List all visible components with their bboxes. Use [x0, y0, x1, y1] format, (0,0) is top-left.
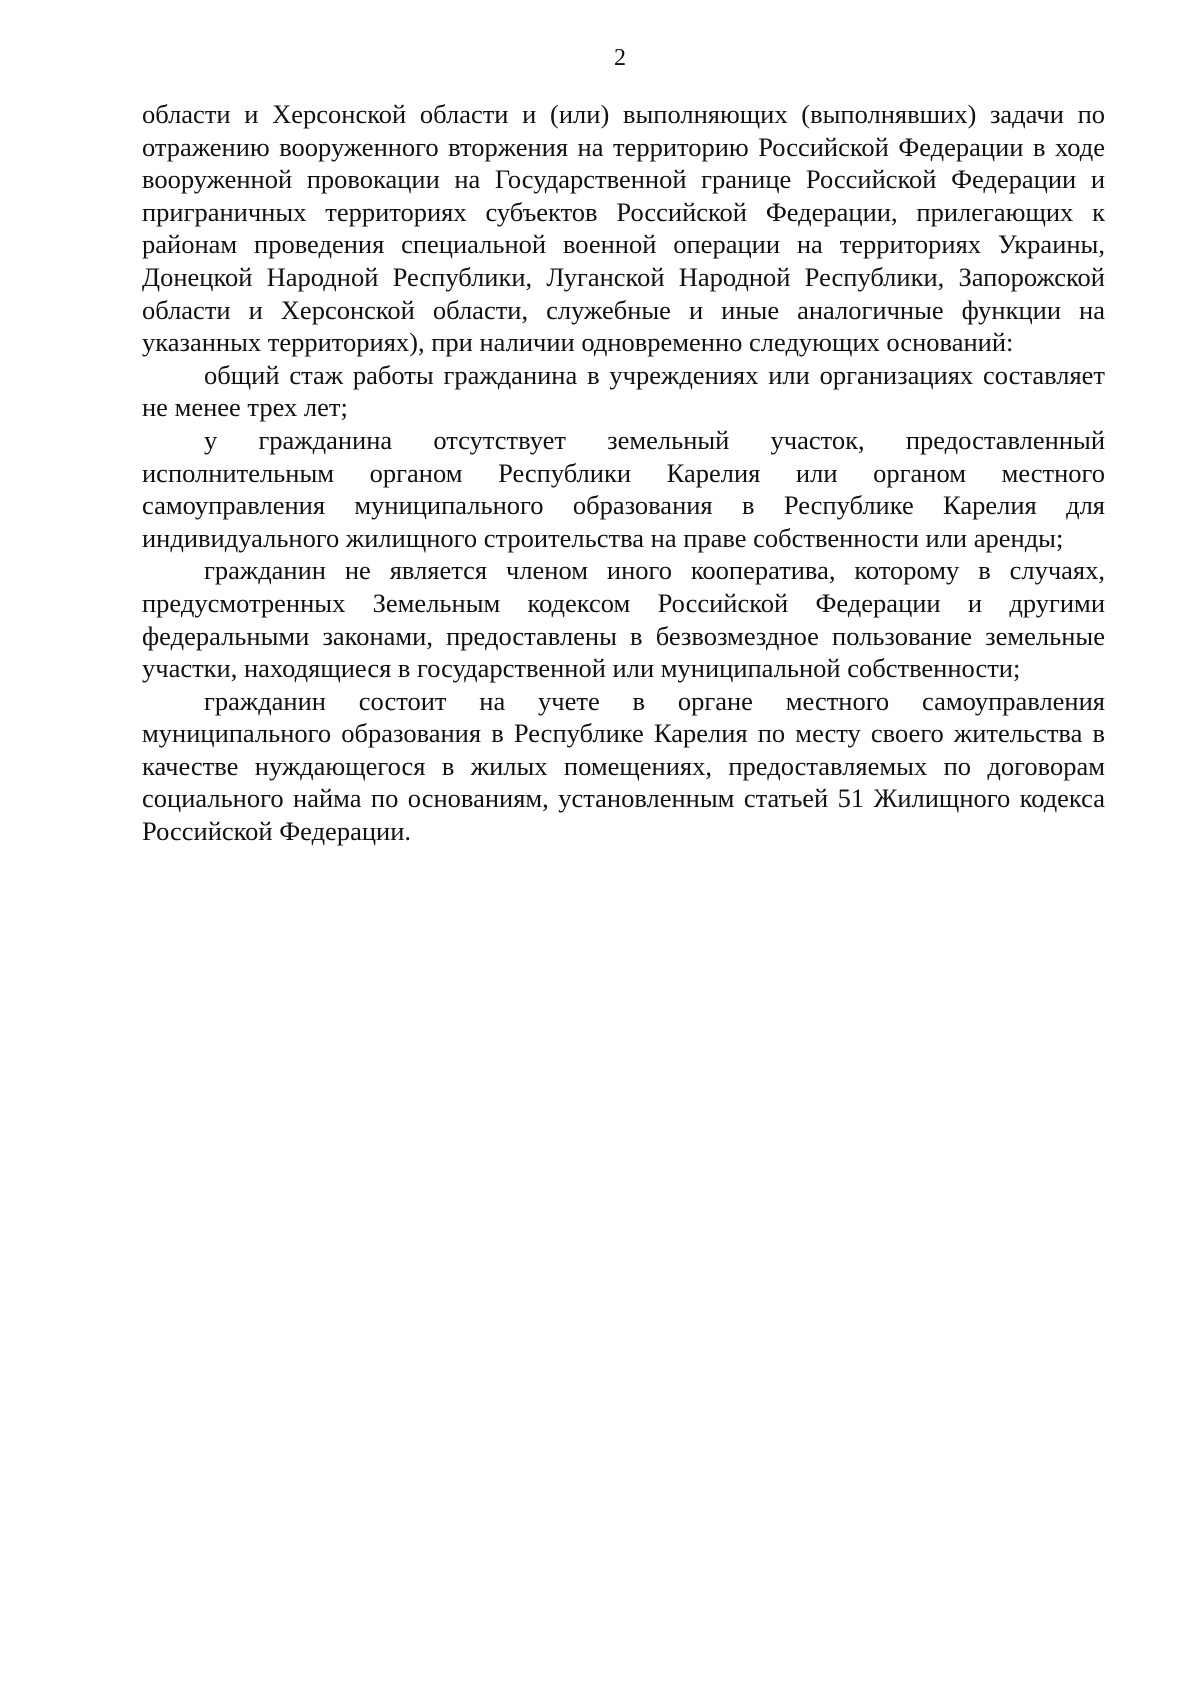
paragraph-work-experience: общий стаж работы гражданина в учреждениях или организациях составляет не менее трех лет;	[142, 359, 1105, 423]
paragraph-no-land-plot: у гражданина отсутствует земельный участок, предоставленный исполнительным органом Республики Карелия или органом местного самоуправления муниципального образования в Республике Карелия для индивидуального жилищного строительства на праве собственности или аренды;	[142, 424, 1105, 553]
paragraph-not-cooperative-member: гражданин не является членом иного кооператива, которому в случаях, предусмотренных Земельным кодексом Российской Федерации и другими федеральными законами, предоставлены в безвозмездное пользование земельные участки, находящиеся в государственной или муниципальной собственности;	[142, 555, 1105, 684]
paragraph-continuation: области и Херсонской области и (или) выполняющих (выполнявших) задачи по отражению вооруженного вторжения на территорию Российской Федерации в ходе вооруженной провокации на Государственной границе Российской Федерации и приграничных территориях субъектов Российской Федерации, прилегающих к районам проведения специальной военной операции на территориях Украины, Донецкой Народной Республики, Луганской Народной Республики, Запорожской области и Херсонской области, служебные и иные аналогичные функции на указанных территориях), при наличии одновременно следующих оснований:	[142, 99, 1105, 358]
document-body	[142, 98, 1105, 848]
page-number: 2	[614, 45, 626, 71]
paragraph-housing-registration: гражданин состоит на учете в органе местного самоуправления муниципального образования в Республике Карелия по месту своего жительства в качестве нуждающегося в жилых помещениях, предоставляемых по договорам социального найма по основаниям, установленным статьей 51 Жилищного кодекса Российской Федерации.	[142, 685, 1105, 847]
